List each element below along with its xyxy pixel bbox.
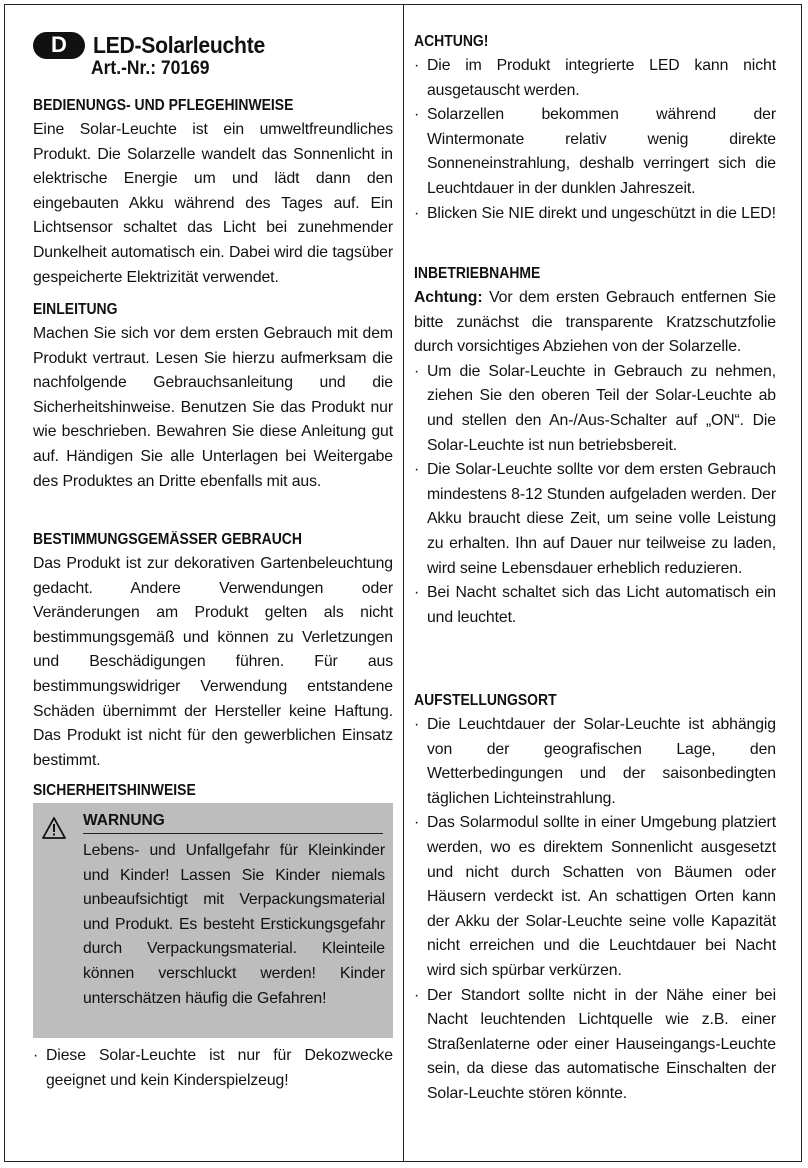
warning-box [33,803,393,1038]
list-item: · Bei Nacht schaltet sich das Licht automatisch ein und leuchtet. [414,581,776,630]
section-care [33,94,393,290]
bullet-glyph: · [414,716,420,733]
bullet-glyph: · [414,362,420,380]
list-item: · Diese Solar-Leuchte ist nur für Dekozwecke geeignet und kein Kinderspielzeug! [33,1044,393,1093]
section-heading: EINLEITUNG [33,301,118,318]
list-item: · Der Standort sollte nicht in der Nähe einer bei Nacht leuchtenden Lichtquelle wie z.B. einer Straßenlaterne oder einer Hauseingangs-Leuchte sein, da diese das automatische Einschalten der Solar-Leuchte stören könnte. [414,984,776,1107]
section-location [414,689,776,1107]
bullet-glyph: · [33,1047,39,1064]
document-header [33,28,280,62]
section-heading: SICHERHEITSHINWEISE [33,782,196,799]
bullet-glyph: · [414,986,420,1004]
section-heading: INBETRIEBNAHME [414,265,541,282]
bullet-glyph: · [414,461,420,479]
section-startup [414,262,776,630]
list-item: · Die im Produkt integrierte LED kann nicht ausgetauscht werden. [414,54,776,103]
language-badge: D [33,32,85,59]
list-item: · Die Leuchtdauer der Solar-Leuchte ist abhängig von der geografischen Lage, den Wetterbedingungen und der saisonbedingten täglichen Lichteinstrahlung. [414,713,776,811]
section-attention [414,30,776,226]
column-divider [403,4,404,1162]
section-text: Achtung: Vor dem ersten Gebrauch entfernen Sie bitte zunächst die transparente Kratzschutzfolie durch vorsichtiges Abziehen von der Solarzelle. [414,289,776,356]
warning-title: WARNUNG [83,809,383,834]
section-text: Machen Sie sich vor dem ersten Gebrauch mit dem Produkt vertraut. Lesen Sie hierzu aufmerksam die nachfolgende Gebrauchsanleitung und die Sicherheitshinweise. Benutzen Sie das Produkt nur wie beschrieben. Bewahren Sie diese Anleitung gut auf. Händigen Sie alle Unterlagen bei Weitergabe des Produktes an Dritte ebenfalls mit aus. [33,325,393,490]
warning-triangle-icon [42,817,66,839]
list-item: · Das Solarmodul sollte in einer Umgebung platziert werden, wo es direktem Sonnenlicht ausgesetzt und nicht durch Schatten von Bäumen oder Häusern verdeckt ist. An schattigen Orten kann der Akku der Solar-Leuchte seine volle Kapazität nicht erreichen und die Leuchtdauer bei Nacht wird sich spürbar verkürzen. [414,811,776,983]
bullet-glyph: · [414,814,420,832]
section-heading: BEDIENUNGS- UND PFLEGEHINWEISE [33,97,294,114]
safety-bullets [33,1044,393,1093]
bullet-glyph: · [414,204,420,222]
lead-bold: Achtung: [414,289,483,306]
section-heading: ACHTUNG! [414,33,489,50]
section-heading: AUFSTELLUNGSORT [414,692,557,709]
page-title: LED-Solarleuchte [93,31,265,58]
section-intended-use [33,528,393,773]
section-safety [33,779,393,803]
warning-text: Lebens- und Unfallgefahr für Kleinkinder und Kinder! Lassen Sie Kinder niemals unbeaufsichtigt mit Verpackungsmaterial und Produkt. Es besteht Erstickungsgefahr durch Verpackungsmaterial. Kleinteile können verschluckt werden! Kinder unterschätzen häufig die Gefahren! [83,842,385,1007]
list-item: · Solarzellen bekommen während der Wintermonate relativ wenig direkte Sonneneinstrahlung, deshalb verringert sich die Leuchtdauer in der dunklen Jahreszeit. [414,103,776,201]
section-heading: BESTIMMUNGSGEMÄSSER GEBRAUCH [33,531,302,548]
section-intro [33,298,393,494]
article-number: Art.-Nr.: 70169 [91,58,210,79]
section-text: Eine Solar-Leuchte ist ein umweltfreundliches Produkt. Die Solarzelle wandelt das Sonnenlicht in elektrische Energie um und lädt dann den eingebauten Akku während des Tages auf. Ein Lichtsensor schaltet das Licht bei zunehmender Dunkelheit automatisch ein. Dabei wird die tagsüber gespeicherte Elektrizität verwendet. [33,121,393,286]
list-item: · Blicken Sie NIE direkt und ungeschützt in die LED! [414,202,776,227]
section-text: Das Produkt ist zur dekorativen Gartenbeleuchtung gedacht. Andere Verwendungen oder Veränderungen am Produkt gelten als nicht bestimmungsgemäß und können zu Verletzungen und Beschädigungen führen. Für aus bestimmungswidriger Verwendung entstandene Schäden übernimmt der Hersteller keine Haftung. Das Produkt ist nicht für den gewerblichen Einsatz bestimmt. [33,555,393,769]
list-item: · Die Solar-Leuchte sollte vor dem ersten Gebrauch mindestens 8-12 Stunden aufgeladen werden. Der Akku braucht diese Zeit, um seine volle Leistung zu erhalten. Ihn auf Dauer nur teilweise zu laden, wird seine Lebensdauer erheblich reduzieren. [414,458,776,581]
bullet-glyph: · [414,106,420,124]
bullet-glyph: · [414,57,420,74]
list-item: · Um die Solar-Leuchte in Gebrauch zu nehmen, ziehen Sie den oberen Teil der Solar-Leuchte ab und stellen den An-/Aus-Schalter auf „ON“. Die Solar-Leuchte ist nun betriebsbereit. [414,360,776,458]
bullet-glyph: · [414,584,420,602]
